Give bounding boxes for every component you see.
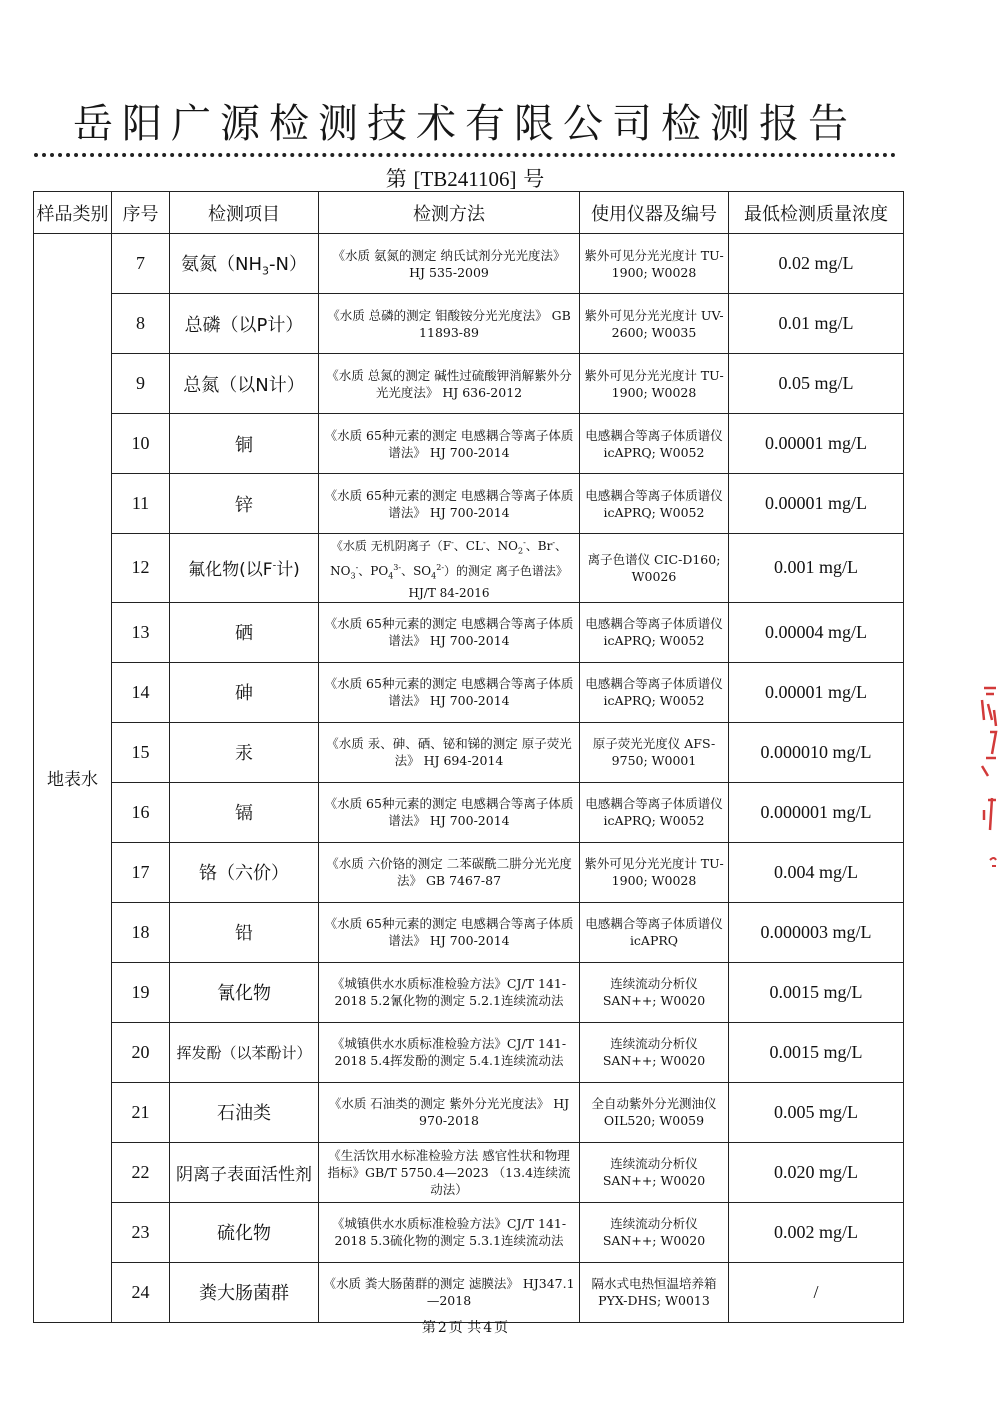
table-row (34, 234, 904, 294)
instrument-cell: 紫外可见分光光度计 TU-1900; W0028 (580, 354, 729, 414)
instrument-cell: 连续流动分析仪 SAN++; W0020 (580, 962, 729, 1022)
limit-cell: 0.000010 mg/L (729, 722, 904, 782)
seq-cell: 22 (112, 1142, 170, 1202)
seq-cell: 12 (112, 534, 170, 603)
seal-stroke (990, 858, 996, 866)
table-row (34, 1202, 904, 1262)
table-row (34, 782, 904, 842)
seq-cell: 13 (112, 602, 170, 662)
seq-cell: 18 (112, 902, 170, 962)
limit-cell: 0.005 mg/L (729, 1082, 904, 1142)
item-cell: 硒 (170, 602, 319, 662)
instrument-cell: 原子荧光光度仪 AFS-9750; W0001 (580, 722, 729, 782)
item-cell: 粪大肠菌群 (170, 1262, 319, 1322)
limit-cell: 0.001 mg/L (729, 534, 904, 603)
method-cell: 《水质 65种元素的测定 电感耦合等离子体质谱法》 HJ 700-2014 (319, 662, 580, 722)
limit-cell: 0.000003 mg/L (729, 902, 904, 962)
table-row (34, 962, 904, 1022)
item-cell: 氨氮$(NH_3-N)$ (170, 234, 319, 294)
title-divider (34, 153, 896, 157)
method-cell: 《水质 氨氮的测定 纳氏试剂分光光度法》 HJ 535-2009 (319, 234, 580, 294)
seq-cell: 17 (112, 842, 170, 902)
instrument-cell: 离子色谱仪 CIC-D160; W0026 (580, 534, 729, 603)
item-cell: 铬（六价） (170, 842, 319, 902)
limit-cell: / (729, 1262, 904, 1322)
table-row (34, 1142, 904, 1202)
method-cell: 《城镇供水水质标准检验方法》CJ/T 141-2018 5.4挥发酚的测定 5.4.1连续流动法 (319, 1022, 580, 1082)
seq-cell: 23 (112, 1202, 170, 1262)
seq-cell: 11 (112, 474, 170, 534)
limit-cell: 0.00001 mg/L (729, 662, 904, 722)
instrument-cell: 电感耦合等离子体质谱仪icAPRQ; W0052 (580, 662, 729, 722)
method-cell: 《城镇供水水质标准检验方法》CJ/T 141-2018 5.2氰化物的测定 5.2.1连续流动法 (319, 962, 580, 1022)
seq-cell: 8 (112, 294, 170, 354)
instrument-cell: 电感耦合等离子体质谱仪icAPRQ; W0052 (580, 474, 729, 534)
seq-cell: 14 (112, 662, 170, 722)
header-detection-limit: 最低检测质量浓度 (729, 192, 904, 234)
seq-cell: 9 (112, 354, 170, 414)
method-cell: 《水质 汞、砷、硒、铋和锑的测定 原子荧光法》 HJ 694-2014 (319, 722, 580, 782)
limit-cell: 0.0015 mg/L (729, 962, 904, 1022)
table-row (34, 534, 904, 603)
sample-category-cell: 地表水 (34, 234, 112, 1323)
seq-cell: 15 (112, 722, 170, 782)
limit-cell: 0.00001 mg/L (729, 474, 904, 534)
seal-stamp-fragment (970, 680, 1000, 880)
page-current: 2 (437, 1320, 447, 1336)
table-row (34, 294, 904, 354)
page-suffix: 页 (494, 1320, 509, 1336)
item-cell: 铜 (170, 414, 319, 474)
method-cell: 《水质 65种元素的测定 电感耦合等离子体质谱法》 HJ 700-2014 (319, 474, 580, 534)
method-cell: 《生活饮用水标准检验方法 感官性状和物理指标》GB/T 5750.4—2023 （13.4连续流动法） (319, 1142, 580, 1202)
header-seq: 序号 (112, 192, 170, 234)
item-cell: 汞 (170, 722, 319, 782)
seq-cell: 19 (112, 962, 170, 1022)
item-cell: 硫化物 (170, 1202, 319, 1262)
limit-cell: 0.00004 mg/L (729, 602, 904, 662)
test-method-table (33, 191, 904, 1323)
item-cell: 铅 (170, 902, 319, 962)
item-cell: 石油类 (170, 1082, 319, 1142)
instrument-cell: 紫外可见分光光度计 UV-2600; W0035 (580, 294, 729, 354)
table-row (34, 1022, 904, 1082)
item-cell: 氟化物(以F-计) (170, 534, 319, 603)
seal-stroke (984, 798, 996, 830)
instrument-cell: 紫外可见分光光度计 TU-1900; W0028 (580, 842, 729, 902)
limit-cell: 0.0015 mg/L (729, 1022, 904, 1082)
item-cell: 阴离子表面活性剂 (170, 1142, 319, 1202)
table-row (34, 722, 904, 782)
method-cell: 《水质 65种元素的测定 电感耦合等离子体质谱法》 HJ 700-2014 (319, 602, 580, 662)
seal-stroke (982, 688, 996, 726)
limit-cell: 0.020 mg/L (729, 1142, 904, 1202)
table-row (34, 1082, 904, 1142)
item-cell: 镉 (170, 782, 319, 842)
seq-cell: 21 (112, 1082, 170, 1142)
table-row (34, 414, 904, 474)
item-cell: 总氮（以N计） (170, 354, 319, 414)
table-row (34, 1262, 904, 1322)
limit-cell: 0.002 mg/L (729, 1202, 904, 1262)
limit-cell: 0.02 mg/L (729, 234, 904, 294)
table-row (34, 602, 904, 662)
table-row (34, 354, 904, 414)
limit-cell: 0.004 mg/L (729, 842, 904, 902)
method-cell: 《水质 石油类的测定 紫外分光光度法》 HJ 970-2018 (319, 1082, 580, 1142)
page-prefix: 第 (421, 1320, 436, 1336)
method-cell: 《水质 65种元素的测定 电感耦合等离子体质谱法》 HJ 700-2014 (319, 902, 580, 962)
header-sample-category: 样品类别 (34, 192, 112, 234)
item-cell: 砷 (170, 662, 319, 722)
item-cell: 总磷（以P计） (170, 294, 319, 354)
instrument-cell: 连续流动分析仪 SAN++; W0020 (580, 1142, 729, 1202)
report-title: 岳阳广源检测技术有限公司检测报告 (73, 101, 857, 147)
seq-cell: 16 (112, 782, 170, 842)
limit-cell: 0.01 mg/L (729, 294, 904, 354)
table-row (34, 842, 904, 902)
header-test-item: 检测项目 (170, 192, 319, 234)
header-method: 检测方法 (319, 192, 580, 234)
report-no-value: [TB241106] (413, 167, 517, 191)
table-row (34, 474, 904, 534)
item-cell: 氰化物 (170, 962, 319, 1022)
table-row (34, 662, 904, 722)
page-total: 4 (483, 1320, 493, 1336)
method-cell: 《水质 粪大肠菌群的测定 滤膜法》 HJ347.1—2018 (319, 1262, 580, 1322)
header-instrument: 使用仪器及编号 (580, 192, 729, 234)
seal-stroke (982, 732, 996, 776)
instrument-cell: 连续流动分析仪 SAN++; W0020 (580, 1022, 729, 1082)
table-header-row (34, 192, 904, 234)
method-cell: 《水质 65种元素的测定 电感耦合等离子体质谱法》 HJ 700-2014 (319, 782, 580, 842)
instrument-cell: 连续流动分析仪 SAN++; W0020 (580, 1202, 729, 1262)
method-cell: 《水质 65种元素的测定 电感耦合等离子体质谱法》 HJ 700-2014 (319, 414, 580, 474)
instrument-cell: 隔水式电热恒温培养箱 PYX-DHS; W0013 (580, 1262, 729, 1322)
instrument-cell: 电感耦合等离子体质谱仪icAPRQ; W0052 (580, 414, 729, 474)
instrument-cell: 紫外可见分光光度计 TU-1900; W0028 (580, 234, 729, 294)
method-cell: 《水质 无机阴离子（F-、CL-、$NO_2^-$、Br-、$NO_3^-$、$PO_4^{3-}$、$SO_4^{2-}$）的测定 离子色谱法》 HJ/T 84-2016 (319, 534, 580, 603)
page-mid: 页 共 (448, 1320, 482, 1336)
instrument-cell: 电感耦合等离子体质谱仪icAPRQ; W0052 (580, 782, 729, 842)
item-cell: 锌 (170, 474, 319, 534)
seq-cell: 7 (112, 234, 170, 294)
page-footer (0, 1317, 930, 1337)
seq-cell: 10 (112, 414, 170, 474)
instrument-cell: 电感耦合等离子体质谱仪icAPRQ; W0052 (580, 602, 729, 662)
method-cell: 《水质 总磷的测定 钼酸铵分光光度法》 GB 11893-89 (319, 294, 580, 354)
instrument-cell: 全自动紫外分光测油仪 OIL520; W0059 (580, 1082, 729, 1142)
instrument-cell: 电感耦合等离子体质谱仪 icAPRQ (580, 902, 729, 962)
item-cell: 挥发酚（以苯酚计） (170, 1022, 319, 1082)
report-number (0, 163, 930, 193)
table-row (34, 902, 904, 962)
limit-cell: 0.00001 mg/L (729, 414, 904, 474)
method-cell: 《水质 总氮的测定 碱性过硫酸钾消解紫外分光光度法》 HJ 636-2012 (319, 354, 580, 414)
method-cell: 《水质 六价铬的测定 二苯碳酰二肼分光光度法》 GB 7467-87 (319, 842, 580, 902)
seq-cell: 20 (112, 1022, 170, 1082)
method-cell: 《城镇供水水质标准检验方法》CJ/T 141-2018 5.3硫化物的测定 5.3.1连续流动法 (319, 1202, 580, 1262)
report-no-suffix: 号 (523, 167, 545, 191)
limit-cell: 0.000001 mg/L (729, 782, 904, 842)
seq-cell: 24 (112, 1262, 170, 1322)
report-no-prefix: 第 (385, 167, 407, 191)
limit-cell: 0.05 mg/L (729, 354, 904, 414)
